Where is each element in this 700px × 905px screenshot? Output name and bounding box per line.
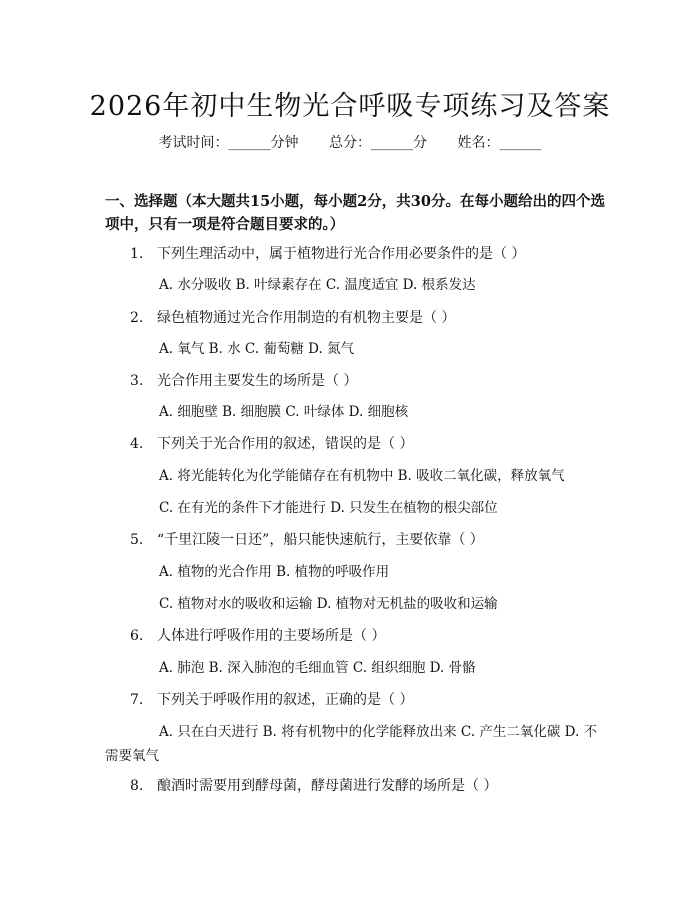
question-number: 5. (130, 532, 144, 548)
question-text: 绿色植物通过光合作用制造的有机物主要是（ ） (157, 310, 456, 326)
question-number: 6. (130, 628, 144, 644)
question-number: 2. (130, 310, 144, 326)
question-options: A. 氧气 B. 水 C. 葡萄糖 D. 氮气 (159, 341, 355, 357)
question-text: 光合作用主要发生的场所是（ ） (157, 373, 358, 389)
question-number: 4. (130, 436, 144, 452)
question-options: A. 细胞壁 B. 细胞膜 C. 叶绿体 D. 细胞核 (159, 404, 409, 420)
question-options: C. 植物对水的吸收和运输 D. 植物对无机盐的吸收和运输 (159, 596, 498, 612)
question-options: C. 在有光的条件下才能进行 D. 只发生在植物的根尖部位 (159, 500, 498, 516)
question-number: 8. (130, 778, 144, 794)
question-options: A. 只在白天进行 B. 将有机物中的化学能释放出来 C. 产生二氧化碳 D. 不需要氧气 (105, 724, 598, 764)
question-number: 7. (130, 692, 144, 708)
question-options: A. 将光能转化为化学能储存在有机物中 B. 吸收二氧化碳，释放氧气 (159, 468, 565, 484)
exam-meta (0, 132, 700, 152)
question-text: 下列关于呼吸作用的叙述，正确的是（ ） (157, 692, 414, 708)
question-options: A. 植物的光合作用 B. 植物的呼吸作用 (159, 564, 390, 580)
section-header: 一、选择题（本大题共15小题，每小题2分，共30分。在每小题给出的四个选项中，只有一项是符合题目要求的。） (105, 193, 605, 233)
question-text: 人体进行呼吸作用的主要场所是（ ） (157, 628, 386, 644)
question-text: 下列生理活动中，属于植物进行光合作用必要条件的是（ ） (157, 246, 526, 262)
student-name-label: 姓名：______ (457, 135, 542, 151)
question-number: 1. (130, 246, 144, 262)
question-text: “千里江陵一日还”，船只能快速航行，主要依靠（ ） (157, 532, 484, 548)
exam-time-label: 考试时间：______分钟 (158, 135, 299, 151)
question-text: 酿酒时需要用到酵母菌，酵母菌进行发酵的场所是（ ） (157, 778, 498, 794)
question-options: A. 肺泡 B. 深入肺泡的毛细血管 C. 组织细胞 D. 骨骼 (159, 660, 476, 676)
page-title: 2026年初中生物光合呼吸专项练习及答案 (89, 91, 611, 122)
question-number: 3. (130, 373, 144, 389)
total-score-label: 总分：______分 (329, 135, 427, 151)
question-options: A. 水分吸收 B. 叶绿素存在 C. 温度适宜 D. 根系发达 (159, 277, 476, 293)
question-text: 下列关于光合作用的叙述，错误的是（ ） (157, 436, 414, 452)
